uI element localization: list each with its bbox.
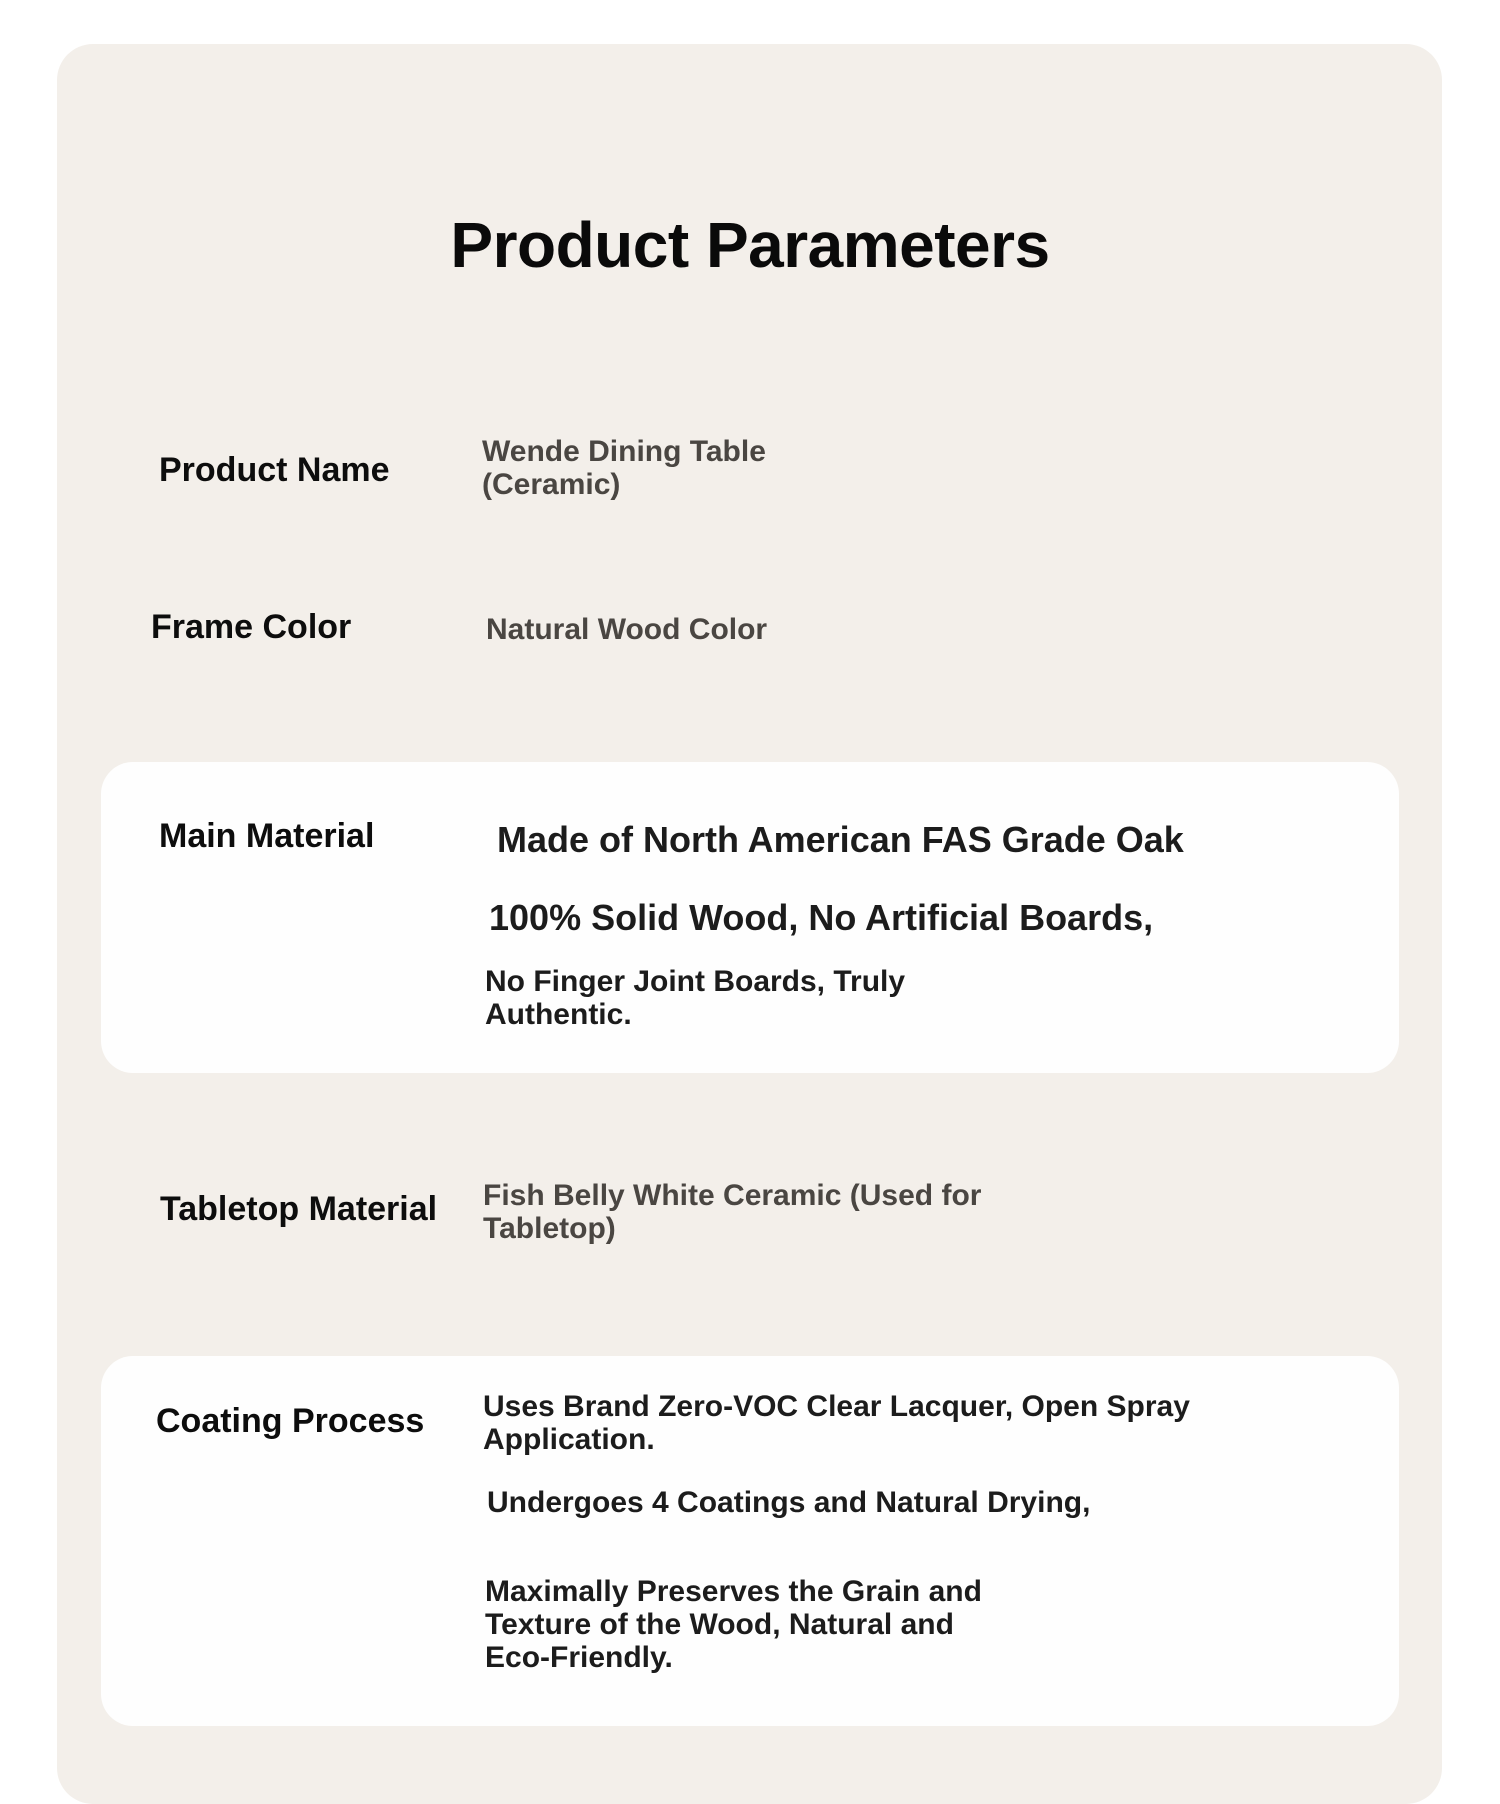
coating-process-line: Undergoes 4 Coatings and Natural Drying, (487, 1486, 1091, 1519)
product-name-line: (Ceramic) (482, 468, 621, 501)
frame-color-line: Natural Wood Color (486, 613, 768, 646)
main-material-line-1: Made of North American FAS Grade Oak (497, 819, 1184, 860)
main-material-text: No Finger Joint Boards, Truly (485, 965, 906, 998)
product-name-line: Wende Dining Table (482, 435, 766, 468)
coating-process-block-3 (485, 1575, 982, 1674)
coating-process-label: Coating Process (156, 1402, 425, 1440)
coating-process-block-1 (483, 1390, 1190, 1456)
page-title: Product Parameters (450, 209, 1050, 281)
coating-process-block-2 (487, 1486, 1090, 1519)
tabletop-material-label: Tabletop Material (160, 1190, 438, 1228)
coating-process-line: Application. (483, 1423, 655, 1456)
coating-process-line: Maximally Preserves the Grain and (485, 1575, 982, 1608)
main-material-label: Main Material (159, 817, 375, 855)
main-material-line-3 (485, 965, 905, 1031)
coating-process-line: Uses Brand Zero-VOC Clear Lacquer, Open Spray (483, 1390, 1190, 1423)
tabletop-material-line: Fish Belly White Ceramic (Used for (483, 1179, 982, 1212)
tabletop-material-value (483, 1179, 981, 1245)
main-material-text: Authentic. (485, 998, 632, 1031)
tabletop-material-line: Tabletop) (483, 1212, 616, 1245)
coating-process-line: Texture of the Wood, Natural and (485, 1608, 954, 1641)
coating-process-line: Eco-Friendly. (485, 1641, 673, 1674)
frame-color-value (486, 613, 767, 646)
frame-color-label: Frame Color (151, 608, 352, 646)
product-name-value (482, 435, 766, 501)
main-material-line-2: 100% Solid Wood, No Artificial Boards, (489, 897, 1154, 938)
product-name-label: Product Name (159, 451, 390, 489)
